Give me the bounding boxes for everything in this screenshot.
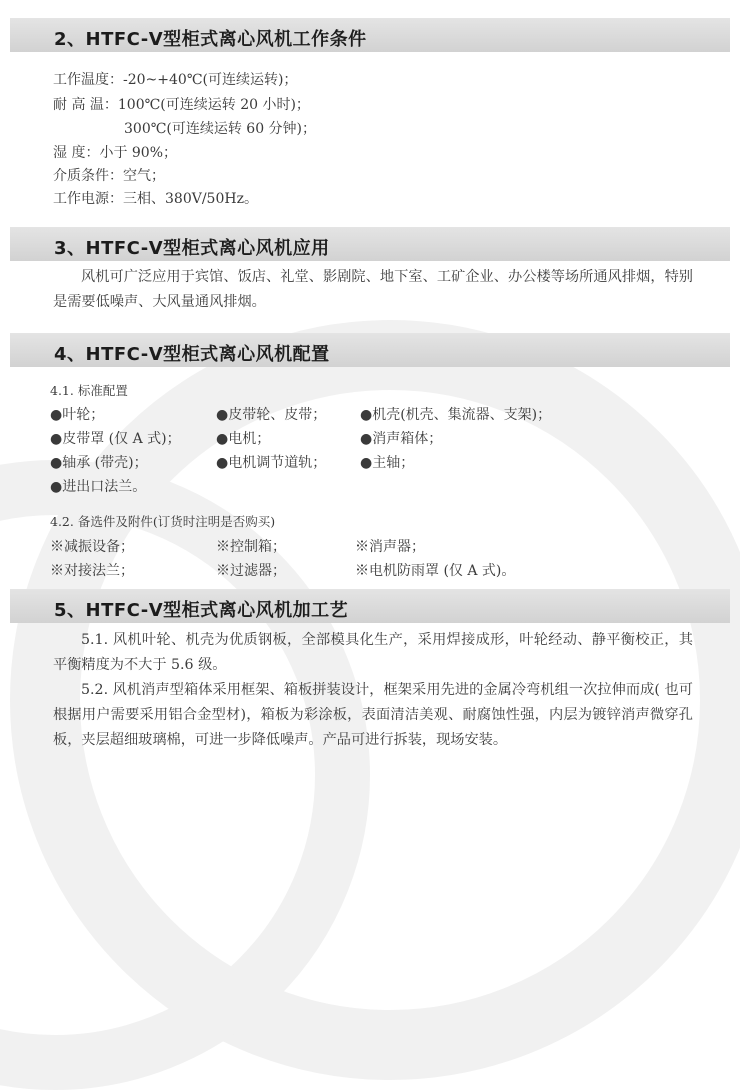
- condition-humidity: 湿 度：小于 90%；: [53, 145, 178, 161]
- opt-item: ※消声器；: [355, 539, 425, 555]
- standard-config-heading: 4.1. 标准配置: [50, 383, 128, 398]
- std-item: ●机壳(机壳、集流器、支架)；: [360, 407, 552, 423]
- opt-item: ※对接法兰；: [50, 563, 134, 579]
- section-5-title: 5、HTFC-Ⅴ型柜式离心风机加工艺: [54, 600, 349, 621]
- process-paragraph-2: 5.2. 风机消声型箱体采用框架、箱板拼装设计，框架采用先进的金属冷弯机组一次拉伸而成( 也可根据用户需要采用铝合金型材)，箱板为彩涂板，表面清洁美观、耐腐蚀性强，内层为镀锌消声微穿孔板，夹层超细玻璃棉，可进一步降低噪声。产品可进行拆装，现场安装。: [53, 682, 693, 748]
- application-paragraph: 风机可广泛应用于宾馆、饭店、礼堂、影剧院、地下室、工矿企业、办公楼等场所通风排烟，特别是需要低噪声、大风量通风排烟。: [53, 269, 693, 310]
- std-item: ●轴承 (带壳)；: [50, 455, 148, 471]
- opt-item: ※电机防雨罩 (仅 A 式)。: [355, 563, 516, 579]
- condition-high-temp-300: 300℃(可连续运转 60 分钟)；: [124, 121, 317, 137]
- section-4-header: [10, 333, 730, 367]
- std-item: ●进出口法兰。: [50, 479, 147, 495]
- condition-power: 工作电源：三相、380V/50Hz。: [53, 191, 258, 207]
- condition-temperature: 工作温度：-20~+40℃(可连续运转)；: [53, 72, 298, 88]
- opt-item: ※控制箱；: [216, 539, 286, 555]
- opt-item: ※减振设备；: [50, 539, 134, 555]
- std-item: ●叶轮；: [50, 407, 105, 423]
- process-paragraph-1: 5.1. 风机叶轮、机壳为优质钢板，全部模具化生产，采用焊接成形，叶轮经动、静平衡校正，其平衡精度为不大于 5.6 级。: [53, 632, 693, 673]
- std-item: ●主轴；: [360, 455, 415, 471]
- std-item: ●电机调节道轨；: [216, 455, 327, 471]
- optional-config-heading: 4.2. 备选件及附件(订货时注明是否购买): [50, 514, 276, 529]
- opt-item: ※过滤器；: [216, 563, 286, 579]
- section-2-title: 2、HTFC-Ⅴ型柜式离心风机工作条件: [54, 29, 367, 50]
- condition-high-temp-100: 耐 高 温：100℃(可连续运转 20 小时)；: [53, 97, 310, 113]
- section-2-header: [10, 18, 730, 52]
- section-3-title: 3、HTFC-Ⅴ型柜式离心风机应用: [54, 238, 330, 259]
- std-item: ●电机；: [216, 431, 271, 447]
- std-item: ●皮带罩 (仅 A 式)；: [50, 431, 181, 447]
- section-3-header: [10, 227, 730, 261]
- std-item: ●消声箱体；: [360, 431, 443, 447]
- section-5-header: [10, 589, 730, 623]
- std-item: ●皮带轮、皮带；: [216, 407, 327, 423]
- section-4-title: 4、HTFC-Ⅴ型柜式离心风机配置: [54, 344, 330, 365]
- condition-medium: 介质条件：空气；: [53, 168, 165, 184]
